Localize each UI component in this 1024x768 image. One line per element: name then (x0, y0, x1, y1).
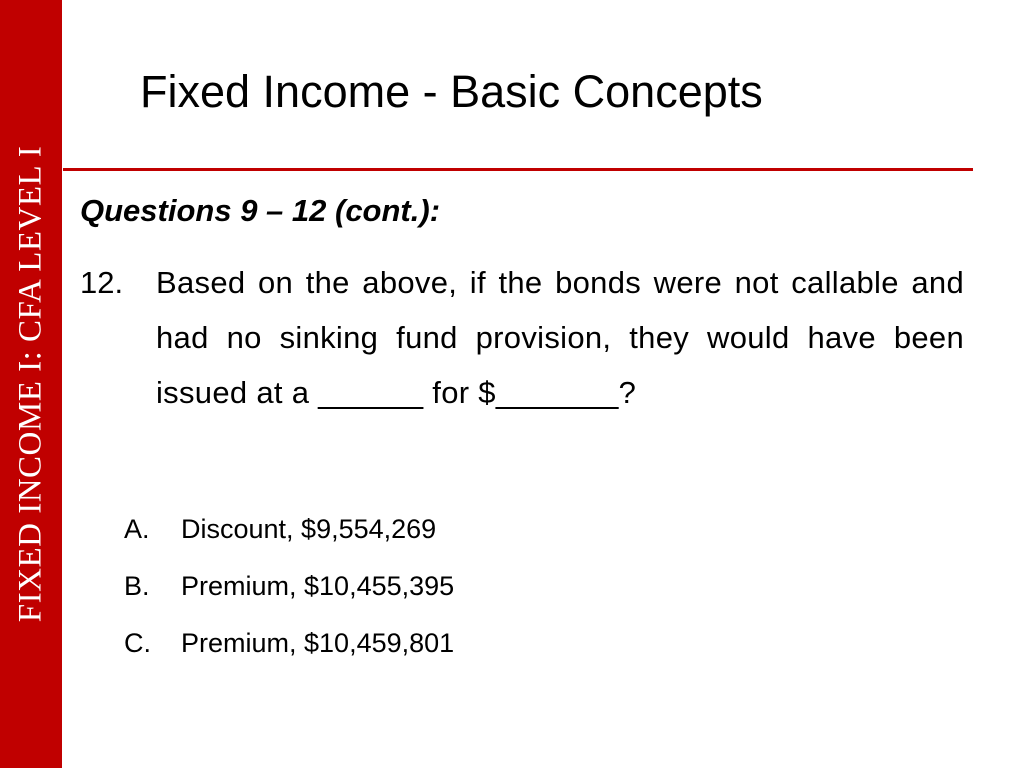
option-letter: C. (124, 628, 151, 658)
option-letter: A. (124, 514, 150, 544)
section-heading: Questions 9 – 12 (cont.): (80, 193, 441, 228)
title-divider (63, 168, 973, 171)
option-letter: B. (124, 571, 150, 601)
slide-title: Fixed Income - Basic Concepts (140, 66, 763, 117)
question-item (80, 255, 964, 420)
option-text: Premium, $10,459,801 (181, 628, 455, 658)
sidebar-band (0, 0, 62, 768)
option-text: Premium, $10,455,395 (181, 571, 455, 601)
sidebar-vertical-label: FIXED INCOME I: CFA LEVEL I (12, 145, 49, 623)
option-text: Discount, $9,554,269 (181, 514, 437, 544)
question-number: 12. (80, 265, 124, 300)
question-text: Based on the above, if the bonds were not callable and had no sinking fund provision, they would have been issued at a ______ for $_______? (156, 265, 964, 410)
